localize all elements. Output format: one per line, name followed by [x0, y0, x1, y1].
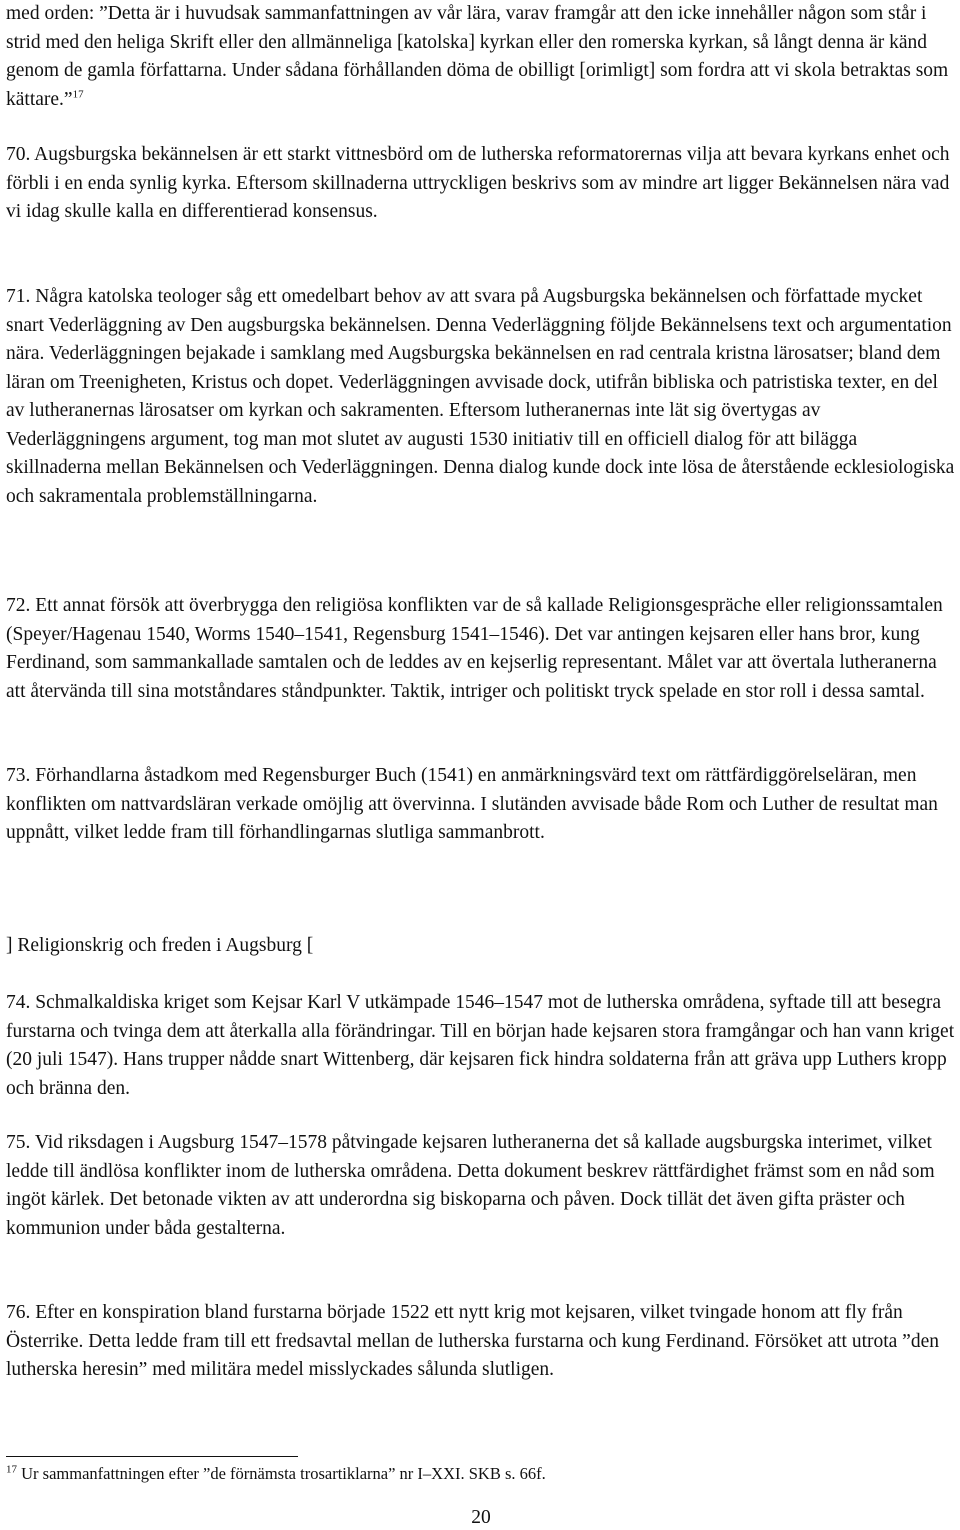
footnote-number: 17: [6, 1463, 17, 1476]
intro-text: med orden: ”Detta är i huvudsak sammanfattningen av vår lära, varav framgår att den icke innehåller någon som står i strid med den heliga Skrift eller den allmänneliga [katolska] kyrkan eller den romerska kyrkan, så långt denna är känd genom de gamla författarna. Under sådana förhållanden döma de obilligt [orimligt] som fordra att vi skola betraktas som kättare.”: [6, 3, 949, 110]
paragraph-74: 74. Schmalkaldiska kriget som Kejsar Karl V utkämpade 1546–1547 mot de lutherska områdena, syftade till att besegra furstarna och tvinga dem att återkalla alla förändringar. Till en början hade kejsaren stora framgångar och han vann kriget (20 juli 1547). Hans trupper nådde snart Wittenberg, där kejsaren fick hindra soldaterna från att gräva upp Luthers kropp och bränna den.: [6, 992, 955, 1099]
paragraph-76: 76. Efter en konspiration bland furstarna började 1522 ett nytt krig mot kejsaren, vilket tvingade honom att fly från Österrike. Detta ledde fram till ett fredsavtal mellan de lutherska furstarna och kung Ferdinand. Försöket att utrota ”den lutherska heresin” med militära medel misslyckades sålunda slutligen.: [6, 1302, 939, 1380]
paragraph-75: 75. Vid riksdagen i Augsburg 1547–1578 påtvingade kejsaren lutheranerna det så kallade augsburgska interimet, vilket ledde till ändlösa konflikter inom de lutherska områdena. Detta dokument beskrev rättfärdighet främst som en nåd som ingöt kärlek. Det betonade vikten av att underordna sig biskoparna och påven. Dock tillät det även gifta präster och kommunion under båda gestalterna.: [6, 1132, 935, 1239]
page-number: 20: [471, 1507, 491, 1528]
footnote-divider: [6, 1456, 298, 1457]
paragraph-72: 72. Ett annat försök att överbrygga den religiösa konflikten var de så kallade Religionsgespräche eller religionssamtalen (Speyer/Hagenau 1540, Worms 1540–1541, Regensburg 1541–1546). Det var antingen kejsaren eller hans bror, kung Ferdinand, som sammankallade samtalen och de leddes av en kejserlig representant. Målet var att övertala lutheranerna att återvända till sina motståndares ståndpunkter. Taktik, intriger och politiskt tryck spelade en stor roll i dessa samtal.: [6, 595, 943, 702]
footnote: [6, 1463, 956, 1485]
footnote-reference[interactable]: 17: [72, 88, 84, 100]
paragraph-73: 73. Förhandlarna åstadkom med Regensburger Buch (1541) en anmärkningsvärd text om rättfärdiggörelseläran, men konflikten om nattvardsläran verkade omöjlig att övervinna. I slutänden avvisade både Rom och Luther de resultat man uppnått, vilket ledde fram till förhandlingarnas slutliga sammanbrott.: [6, 765, 938, 843]
footnote-text: Ur sammanfattningen efter ”de förnämsta trosartiklarna” nr I–XXI. SKB s. 66f.: [21, 1464, 546, 1483]
section-heading: ] Religionskrig och freden i Augsburg [: [6, 935, 314, 956]
paragraph-71: 71. Några katolska teologer såg ett omedelbart behov av att svara på Augsburgska bekännelsen och författade mycket snart Vederläggning av Den augsburgska bekännelsen. Denna Vederläggning följde Bekännelsens text och argumentation nära. Vederläggningen bejakade i samklang med Augsburgska bekännelsen en rad centrala kristna lärosatser; bland dem läran om Treenigheten, Kristus och dopet. Vederläggningen avvisade dock, utifrån bibliska och patristiska texter, en del av lutheranernas lärosatser om kyrkan och sakramenten. Eftersom lutheranernas inte lät sig övertygas av Vederläggningens argument, tog man mot slutet av augusti 1530 initiativ till en officiell dialog för att bilägga skillnaderna mellan Bekännelsen och Vederläggningen. Denna dialog kunde dock inte lösa de återstående ecklesiologiska och sakramentala problemställningarna.: [6, 286, 955, 507]
intro-paragraph: [6, 0, 956, 114]
paragraph-70: 70. Augsburgska bekännelsen är ett starkt vittnesbörd om de lutherska reformatorernas vilja att bevara kyrkans enhet och förbli i en enda synlig kyrka. Eftersom skillnaderna uttryckligen beskrivs som av mindre art ligger Bekännelsen nära vad vi idag skulle kalla en differentierad konsensus.: [6, 144, 950, 222]
